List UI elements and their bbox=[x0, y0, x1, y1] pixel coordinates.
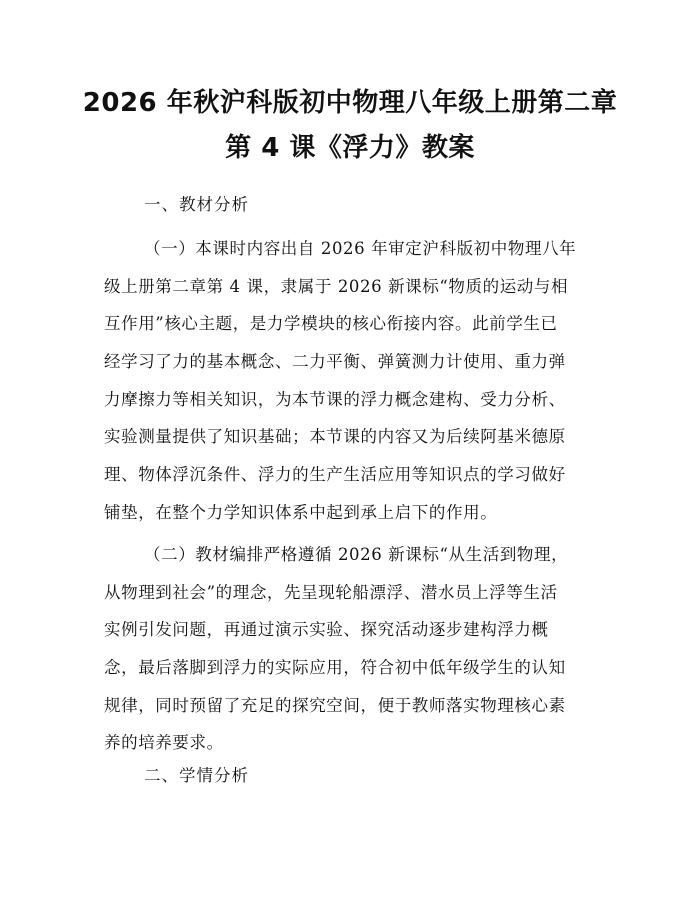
paragraph-line: 铺垫，在整个力学知识体系中起到承上启下的作用。 bbox=[104, 502, 498, 522]
paragraph-line: 实验测量提供了知识基础；本节课的内容又为后续阿基米德原 bbox=[104, 427, 566, 447]
paragraph-line: 经学习了力的基本概念、二力平衡、弹簧测力计使用、重力弹 bbox=[104, 352, 566, 372]
paragraph-textbook-structure bbox=[104, 544, 604, 770]
section-heading-student-analysis: 二、学情分析 bbox=[144, 766, 249, 785]
paragraph-line: 力摩擦力等相关知识，为本节课的浮力概念建构、受力分析、 bbox=[104, 389, 566, 409]
document-title-line-1: 2026 年秋沪科版初中物理八年级上册第二章 bbox=[82, 88, 618, 118]
paragraph-line: （一）本课时内容出自 2026 年审定沪科版初中物理八年 bbox=[144, 239, 577, 258]
section-heading-textbook-analysis: 一、教材分析 bbox=[144, 195, 249, 214]
paragraph-line: 互作用”核心主题，是力学模块的核心衔接内容。此前学生已 bbox=[104, 314, 558, 334]
document-title-line-2: 第 4 课《浮力》教案 bbox=[225, 133, 475, 163]
paragraph-line: 级上册第二章第 4 课，隶属于 2026 新课标“物质的运动与相 bbox=[104, 276, 569, 296]
paragraph-line: （二）教材编排严格遵循 2026 新课标“从生活到物理， bbox=[144, 545, 569, 564]
paragraph-line: 规律，同时预留了充足的探究空间，便于教师落实物理核心素 bbox=[104, 695, 566, 715]
paragraph-line: 理、物体浮沉条件、浮力的生产生活应用等知识点的学习做好 bbox=[104, 465, 566, 485]
paragraph-line: 实例引发问题，再通过演示实验、探究活动逐步建构浮力概 bbox=[104, 620, 549, 640]
paragraph-textbook-content bbox=[104, 238, 604, 540]
paragraph-line: 念，最后落脚到浮力的实际应用，符合初中低年级学生的认知 bbox=[104, 658, 566, 678]
paragraph-line: 养的培养要求。 bbox=[104, 733, 224, 753]
paragraph-line: 从物理到社会”的理念，先呈现轮船漂浮、潜水员上浮等生活 bbox=[104, 582, 558, 602]
